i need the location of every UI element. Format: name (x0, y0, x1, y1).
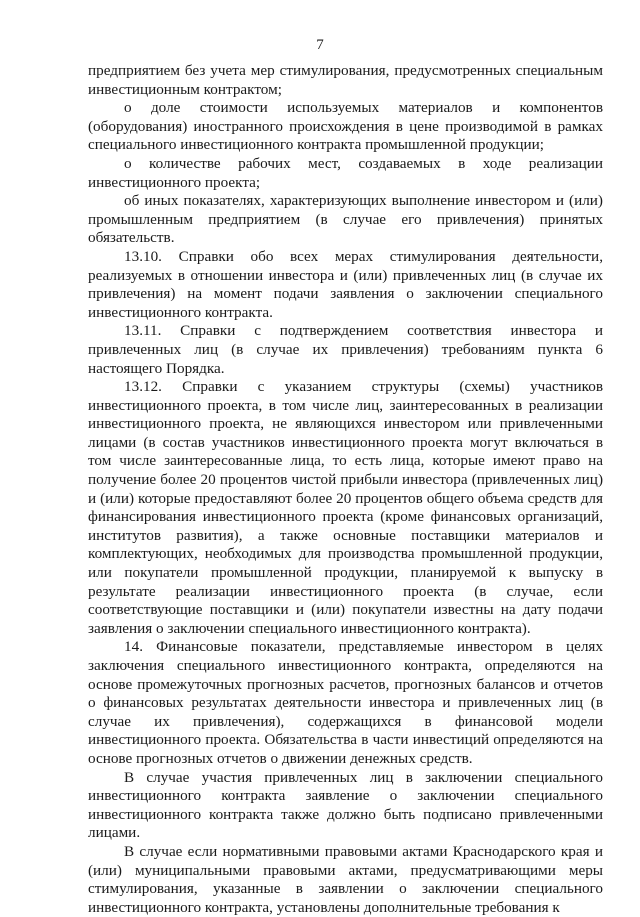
paragraph-6: 13.11. Справки с подтверждением соответствия инвестора и привлеченных лиц (в случае их привлечения) требованиям пункта 6 настоящего Порядка. (88, 322, 603, 377)
paragraph-9: В случае участия привлеченных лиц в заключении специального инвестиционного контракта заявление о заключении специального инвестиционного контракта также должно быть подписано привлеченными лицами. (88, 768, 603, 842)
document-body (88, 62, 603, 916)
paragraph-10: В случае если нормативными правовыми актами Краснодарского края и (или) муниципальными правовыми актами, предусматривающими меры стимулирования, указанные в заявлении о заключении специального инвестиционного контракта, установлены дополнительные требования к (88, 842, 603, 916)
page-number: 7 (316, 37, 324, 53)
paragraph-2: о доле стоимости используемых материалов и компонентов (оборудования) иностранного происхождения в цене производимой в рамках специального инвестиционного контракта промышленной продукции; (88, 99, 603, 154)
paragraph-7: 13.12. Справки с указанием структуры (схемы) участников инвестиционного проекта, в том числе лиц, заинтересованных в реализации инвестиционного проекта, не являющихся инвестором или привлеченными лицами (в состав участников инвестиционного проекта могут включаться в том числе заинтересованные лица, то есть лица, которые имеют право на получение более 20 процентов чистой прибыли инвестора (привлеченных лиц) и (или) которые предоставляют более 20 процентов общего объема средств для финансирования инвестиционного проекта (кроме финансовых организаций, институтов развития), а также основные поставщики материалов и комплектующих, необходимых для производства промышленной продукции, или покупатели промышленной продукции, планируемой к выпуску в результате реализации инвестиционного проекта (в случае, если соответствующие поставщики и (или) покупатели известны на дату подачи заявления о заключении специального инвестиционного контракта). (88, 378, 603, 637)
paragraph-4: об иных показателях, характеризующих выполнение инвестором и (или) промышленным предприятием (в случае его привлечения) принятых обязательств. (88, 192, 603, 247)
paragraph-8: 14. Финансовые показатели, представляемые инвестором в целях заключения специального инвестиционного контракта, определяются на основе промежуточных прогнозных расчетов, прогнозных балансов и отчетов о финансовых результатах деятельности инвестора и привлеченных лиц (в случае их привлечения), содержащихся в финансовой модели инвестиционного проекта. Обязательства в части инвестиций определяются на основе прогнозных отчетов о движении денежных средств. (88, 638, 603, 767)
paragraph-3: о количестве рабочих мест, создаваемых в ходе реализации инвестиционного проекта; (88, 154, 603, 191)
paragraph-1: предприятием без учета мер стимулирования, предусмотренных специальным инвестиционным контрактом; (88, 62, 603, 98)
paragraph-5: 13.10. Справки обо всех мерах стимулирования деятельности, реализуемых в отношении инвестора и (или) привлеченных лиц (в случае их привлечения) на момент подачи заявления о заключении специального инвестиционного контракта. (88, 247, 603, 321)
